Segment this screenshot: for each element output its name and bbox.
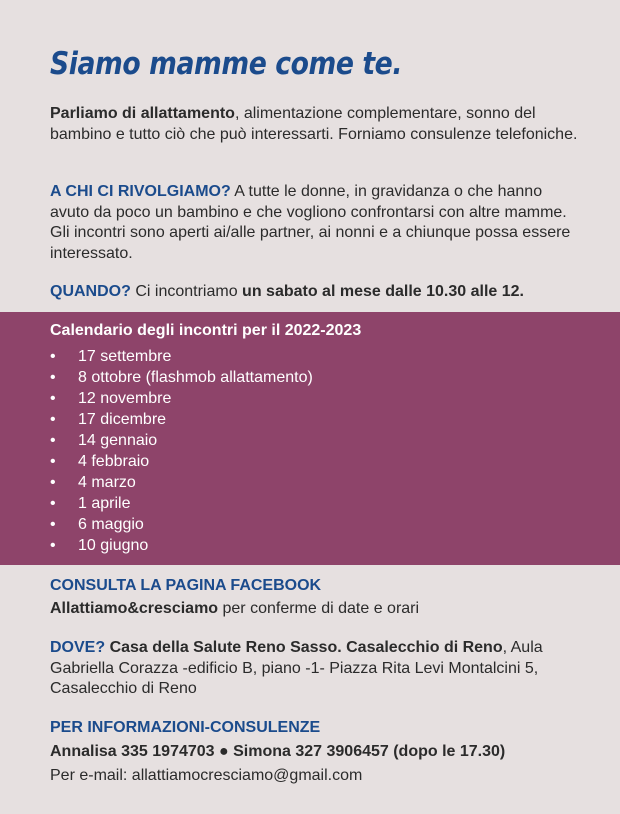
bullet-icon: • (50, 390, 56, 407)
contact-phones: Annalisa 335 1974703 ● Simona 327 3906457 (dopo le 17.30) (50, 743, 506, 760)
calendar-date: 12 novembre (78, 390, 172, 407)
calendar-section (0, 312, 620, 565)
calendar-date-item (50, 451, 313, 472)
bullet-icon: • (50, 369, 56, 386)
calendar-date: 14 gennaio (78, 432, 158, 449)
calendar-date: 10 giugno (78, 537, 149, 554)
intro-bold: Parliamo di allattamento (50, 105, 235, 122)
when-paragraph (50, 282, 580, 303)
calendar-date: 17 dicembre (78, 411, 167, 428)
bullet-icon: • (50, 453, 56, 470)
contact-email: Per e-mail: allattiamocresciamo@gmail.com (50, 767, 363, 784)
info-heading: PER INFORMAZIONI-CONSULENZE (50, 719, 321, 736)
calendar-date-item (50, 430, 313, 451)
bullet-icon: • (50, 432, 56, 449)
page-title: Siamo mamme come te. (50, 46, 403, 82)
bullet-icon: • (50, 474, 56, 491)
bullet-icon: • (50, 348, 56, 365)
bullet-icon: • (50, 411, 56, 428)
calendar-date-item (50, 367, 313, 388)
calendar-date: 8 ottobre (flashmob allattamento) (78, 369, 313, 386)
intro-paragraph (50, 104, 580, 145)
calendar-date-item (50, 409, 313, 430)
bullet-icon: • (50, 495, 56, 512)
calendar-date-item (50, 514, 313, 535)
facebook-text: per conferme di date e orari (218, 600, 420, 617)
bullet-icon: • (50, 537, 56, 554)
where-label: DOVE? (50, 639, 106, 656)
audience-paragraph (50, 182, 580, 264)
audience-label: A CHI CI RIVOLGIAMO? (50, 183, 231, 200)
calendar-date-item (50, 472, 313, 493)
where-paragraph (50, 638, 580, 700)
calendar-date-item (50, 388, 313, 409)
where-bold: Casa della Salute Reno Sasso. Casalecchio di Reno (105, 639, 503, 656)
facebook-page-name: Allattiamo&cresciamo (50, 600, 219, 617)
where-text: , Aula Gabriella Corazza -edificio B, piano -1- Piazza Rita Levi Montalcini 5, Casalecchio di Reno (50, 639, 543, 697)
calendar-date-item (50, 493, 313, 514)
facebook-paragraph (50, 599, 580, 620)
calendar-date-list (50, 346, 313, 556)
calendar-date-item (50, 346, 313, 367)
facebook-heading: CONSULTA LA PAGINA FACEBOOK (50, 577, 322, 594)
calendar-date: 1 aprile (78, 495, 131, 512)
calendar-date: 6 maggio (78, 516, 144, 533)
calendar-date: 4 marzo (78, 474, 136, 491)
intro-text: , alimentazione complementare, sonno del bambino e tutto ciò che può interessarti. Forniamo consulenze telefoniche. (50, 105, 578, 143)
when-text: Ci incontriamo (130, 283, 243, 300)
calendar-date: 17 settembre (78, 348, 172, 365)
calendar-date: 4 febbraio (78, 453, 150, 470)
audience-text: A tutte le donne, in gravidanza o che hanno avuto da poco un bambino e che vogliono confrontarsi con altre mamme. Gli incontri sono aperti ai/alle partner, ai nonni e a chiunque possa essere interessato. (50, 183, 571, 262)
calendar-date-item (50, 535, 313, 556)
when-label: QUANDO? (50, 283, 131, 300)
when-bold: un sabato al mese dalle 10.30 alle 12. (242, 283, 524, 300)
calendar-title: Calendario degli incontri per il 2022-2023 (50, 322, 362, 339)
bullet-icon: • (50, 516, 56, 533)
